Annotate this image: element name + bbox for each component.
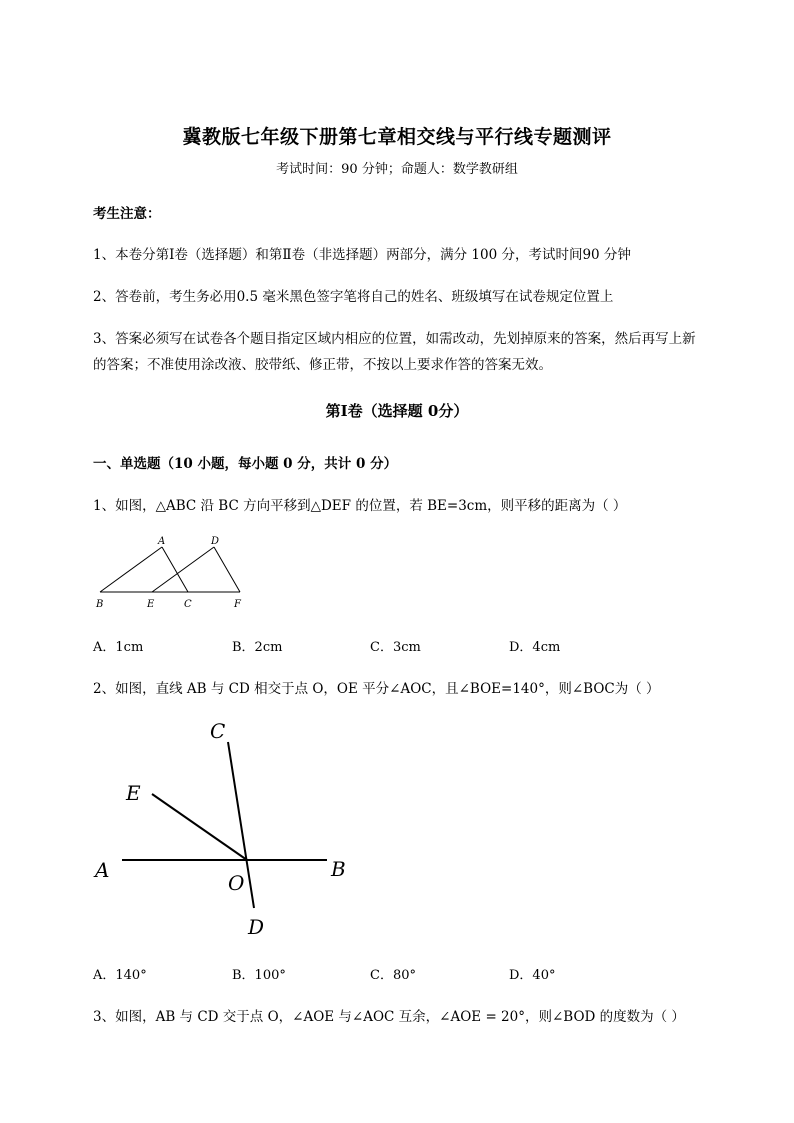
section-title: 第Ⅰ卷（选择题 0分） [325, 402, 469, 420]
label-O: O [228, 871, 245, 895]
exam-info: 考试时间：90 分钟；命题人：数学教研组 [276, 162, 518, 177]
q1-option-a[interactable]: A．1cm [93, 640, 144, 655]
q2-option-d[interactable]: D．40° [509, 968, 556, 983]
label-A: A [95, 858, 110, 882]
q2-option-a[interactable]: A．140° [93, 968, 147, 983]
label-B: B [331, 857, 346, 881]
label-D: D [248, 915, 265, 939]
q1-option-b[interactable]: B．2cm [232, 640, 283, 655]
notice-item-3: 3、答案必须写在试卷各个题目指定区域内相应的位置，如需改动，先划掉原来的答案，然后再写上新 [93, 331, 696, 347]
notice-heading: 考生注意： [93, 206, 161, 222]
q2-option-b[interactable]: B．100° [232, 968, 286, 983]
notice-item-3-cont: 的答案；不准使用涂改液、胶带纸、修正带，不按以上要求作答的答案无效。 [93, 357, 552, 373]
label-F: F [234, 599, 241, 610]
label-A: A [158, 536, 166, 547]
question-2-figure [90, 712, 360, 947]
question-1-text: 1、如图，△ABC 沿 BC 方向平移到△DEF 的位置，若 BE=3cm，则平移的距离为（ ） [93, 498, 627, 514]
label-C: C [184, 599, 192, 610]
q2-option-c[interactable]: C．80° [370, 968, 416, 983]
page-title: 冀教版七年级下册第七章相交线与平行线专题测评 [182, 126, 612, 148]
q1-option-d[interactable]: D．4cm [509, 640, 561, 655]
label-B: B [96, 599, 104, 610]
question-1-figure [92, 533, 252, 613]
question-3-text: 3、如图，AB 与 CD 交于点 O，∠AOE 与∠AOC 互余，∠AOE = 20°，则∠BOD 的度数为（ ） [93, 1009, 685, 1025]
notice-item-2: 2、答卷前，考生务必用0.5 毫米黑色签字笔将自己的姓名、班级填写在试卷规定位置上 [93, 289, 614, 305]
label-D: D [211, 536, 220, 547]
question-2-text: 2、如图，直线 AB 与 CD 相交于点 O，OE 平分∠AOC，且∠BOE=140°，则∠BOC为（ ） [93, 681, 660, 697]
label-E: E [147, 599, 155, 610]
q1-option-c[interactable]: C．3cm [370, 640, 421, 655]
part-heading: 一、单选题（10 小题，每小题 0 分，共计 0 分） [93, 456, 398, 472]
label-C: C [210, 719, 226, 743]
label-E: E [126, 781, 141, 805]
notice-item-1: 1、本卷分第Ⅰ卷（选择题）和第Ⅱ卷（非选择题）两部分，满分 100 分，考试时间90 分钟 [93, 247, 631, 263]
